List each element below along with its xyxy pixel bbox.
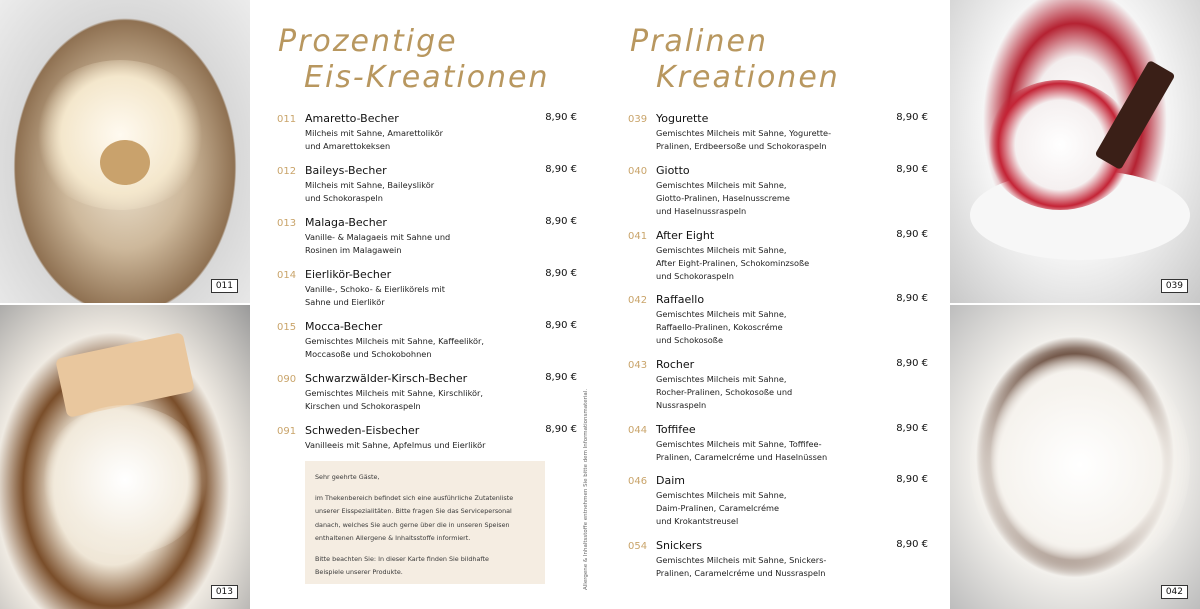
cream-shape	[40, 405, 210, 555]
photo-amaretto-becher	[0, 0, 250, 303]
heading-line-2: Eis-Kreationen	[304, 60, 550, 95]
photo-number: 039	[1161, 279, 1188, 293]
notice-line: im Thekenbereich befindet sich eine ausführliche Zutatenliste	[315, 493, 514, 502]
heading-line-2: Kreationen	[656, 60, 840, 95]
item-description-line: Gemischtes Milcheis mit Sahne,	[656, 374, 787, 384]
item-description	[656, 373, 886, 412]
item-name: Rocher	[656, 358, 695, 371]
item-description-line: Rosinen im Malagawein	[305, 245, 402, 255]
item-description	[656, 554, 886, 580]
item-price: 8,90 €	[545, 216, 577, 227]
photo-yogurette	[950, 0, 1200, 303]
item-description	[305, 335, 535, 361]
item-code: 091	[277, 426, 297, 437]
item-description-line: Gemischtes Milcheis mit Sahne,	[656, 490, 787, 500]
item-description-line: Nussraspeln	[656, 400, 707, 410]
item-code: 046	[628, 476, 648, 487]
item-description-line: Sahne und Eierlikör	[305, 297, 385, 307]
item-description-line: Gemischtes Milcheis mit Sahne, Yogurette-	[656, 128, 832, 138]
heading-eis-kreationen	[278, 24, 550, 96]
item-code: 041	[628, 231, 648, 242]
item-code: 044	[628, 425, 648, 436]
item-description	[305, 387, 535, 413]
item-code: 090	[277, 374, 297, 385]
item-description-line: Vanilleeis mit Sahne, Apfelmus und Eierlikör	[305, 440, 486, 450]
item-description-line: Pralinen, Caramelcréme und Haselnüssen	[656, 452, 828, 462]
item-name: Toffifee	[656, 423, 696, 436]
item-description-line: Rocher-Pralinen, Schokosoße und	[656, 387, 793, 397]
item-description	[305, 231, 535, 257]
photo-number: 013	[211, 585, 238, 599]
item-description	[305, 179, 535, 205]
item-description-line: und Haselnussraspeln	[656, 206, 747, 216]
photo-raffaello	[950, 305, 1200, 609]
item-name: Giotto	[656, 164, 690, 177]
item-description-line: Gemischtes Milcheis mit Sahne,	[656, 309, 787, 319]
notice-footer-line: Bitte beachten Sie: In dieser Karte finden Sie bildhafte	[315, 554, 489, 563]
item-description-line: Raffaello-Pralinen, Kokoscréme	[656, 322, 783, 332]
item-code: 012	[277, 166, 297, 177]
item-description	[656, 308, 886, 347]
item-code: 054	[628, 541, 648, 552]
item-description	[656, 438, 886, 464]
item-description-line: Gemischtes Milcheis mit Sahne,	[656, 245, 787, 255]
item-price: 8,90 €	[896, 229, 928, 240]
item-description-line: Vanille-, Schoko- & Eierlikörels mit	[305, 284, 445, 294]
item-description	[656, 489, 886, 528]
item-name: Yogurette	[656, 112, 709, 125]
item-name: Schweden-Eisbecher	[305, 424, 420, 437]
item-description-line: Gemischtes Milcheis mit Sahne,	[656, 180, 787, 190]
item-price: 8,90 €	[896, 423, 928, 434]
item-name: Daim	[656, 474, 685, 487]
allergen-vertical-note: Allergene & Inhaltsstoffe entnehmen Sie bitte dem Informationsmaterial.	[583, 388, 589, 590]
notice-line: danach, welches Sie auch gerne über die in unseren Speisen	[315, 520, 510, 529]
item-price: 8,90 €	[545, 164, 577, 175]
item-name: Raffaello	[656, 293, 705, 306]
item-price: 8,90 €	[545, 268, 577, 279]
photo-number: 042	[1161, 585, 1188, 599]
item-price: 8,90 €	[896, 474, 928, 485]
item-price: 8,90 €	[545, 112, 577, 123]
item-description-line: After Eight-Pralinen, Schokominzsoße	[656, 258, 810, 268]
item-price: 8,90 €	[896, 112, 928, 123]
notice-line: enthaltenen Allergene & Inhaltsstoffe informiert.	[315, 534, 471, 542]
item-description-line: Gemischtes Milcheis mit Sahne, Kirschlikör,	[305, 388, 484, 398]
item-description	[305, 439, 535, 452]
item-description-line: und Schokoraspeln	[305, 193, 383, 203]
item-price: 8,90 €	[896, 164, 928, 175]
item-description-line: Pralinen, Caramelcréme und Nussraspeln	[656, 568, 826, 578]
allergen-notice	[305, 461, 545, 584]
item-name: Mocca-Becher	[305, 320, 383, 333]
item-description-line: Gemischtes Milcheis mit Sahne, Snickers-	[656, 555, 827, 565]
item-description-line: Gemischtes Milcheis mit Sahne, Toffifee-	[656, 439, 822, 449]
photo-number: 011	[211, 279, 238, 293]
item-description-line: Moccasoße und Schokobohnen	[305, 349, 432, 359]
item-description-line: Milcheis mit Sahne, Baileyslikör	[305, 180, 435, 190]
amaretti-shape	[100, 140, 150, 185]
notice-footer	[315, 553, 535, 580]
item-code: 015	[277, 322, 297, 333]
item-description-line: und Schokoraspeln	[656, 271, 734, 281]
photo-malaga-becher	[0, 305, 250, 609]
item-description-line: und Schokosoße	[656, 335, 724, 345]
notice-greeting: Sehr geehrte Gäste,	[315, 473, 380, 481]
item-description-line: und Amarettokeksen	[305, 141, 391, 151]
item-name: After Eight	[656, 229, 715, 242]
item-name: Baileys-Becher	[305, 164, 387, 177]
item-description	[305, 283, 535, 309]
ice-cream-shape	[970, 345, 1190, 585]
item-description	[656, 127, 886, 153]
item-name: Malaga-Becher	[305, 216, 387, 229]
heading-pralinen-kreationen	[630, 24, 840, 96]
item-name: Snickers	[656, 539, 703, 552]
item-description-line: Kirschen und Schokoraspeln	[305, 401, 421, 411]
item-code: 039	[628, 114, 648, 125]
item-description-line: Daim-Pralinen, Caramelcréme	[656, 503, 780, 513]
item-description-line: Vanille- & Malagaeis mit Sahne und	[305, 232, 451, 242]
item-description-line: Milcheis mit Sahne, Amarettolikör	[305, 128, 444, 138]
heading-line-1: Pralinen	[630, 24, 768, 59]
item-code: 013	[277, 218, 297, 229]
cream-shape	[30, 60, 210, 210]
item-description	[656, 244, 886, 283]
item-code: 042	[628, 295, 648, 306]
item-description-line: Gemischtes Milcheis mit Sahne, Kaffeelikör,	[305, 336, 485, 346]
item-description-line: und Krokantstreusel	[656, 516, 739, 526]
heading-line-1: Prozentige	[278, 24, 458, 59]
item-code: 040	[628, 166, 648, 177]
item-description	[656, 179, 886, 218]
item-price: 8,90 €	[896, 539, 928, 550]
notice-footer-line: Beispiele unserer Produkte.	[315, 568, 403, 576]
item-description	[305, 127, 535, 153]
item-price: 8,90 €	[545, 372, 577, 383]
item-name: Amaretto-Becher	[305, 112, 399, 125]
notice-body	[315, 492, 535, 546]
notice-line: unserer Eisspezialitäten. Bitte fragen Sie das Servicepersonal	[315, 507, 512, 515]
item-price: 8,90 €	[896, 358, 928, 369]
item-description-line: Giotto-Pralinen, Haselnusscreme	[656, 193, 790, 203]
item-code: 043	[628, 360, 648, 371]
item-code: 011	[277, 114, 297, 125]
item-code: 014	[277, 270, 297, 281]
item-description-line: Pralinen, Erdbeersoße und Schokoraspeln	[656, 141, 827, 151]
item-price: 8,90 €	[545, 320, 577, 331]
item-price: 8,90 €	[545, 424, 577, 435]
item-name: Schwarzwälder-Kirsch-Becher	[305, 372, 468, 385]
item-name: Eierlikör-Becher	[305, 268, 392, 281]
item-price: 8,90 €	[896, 293, 928, 304]
